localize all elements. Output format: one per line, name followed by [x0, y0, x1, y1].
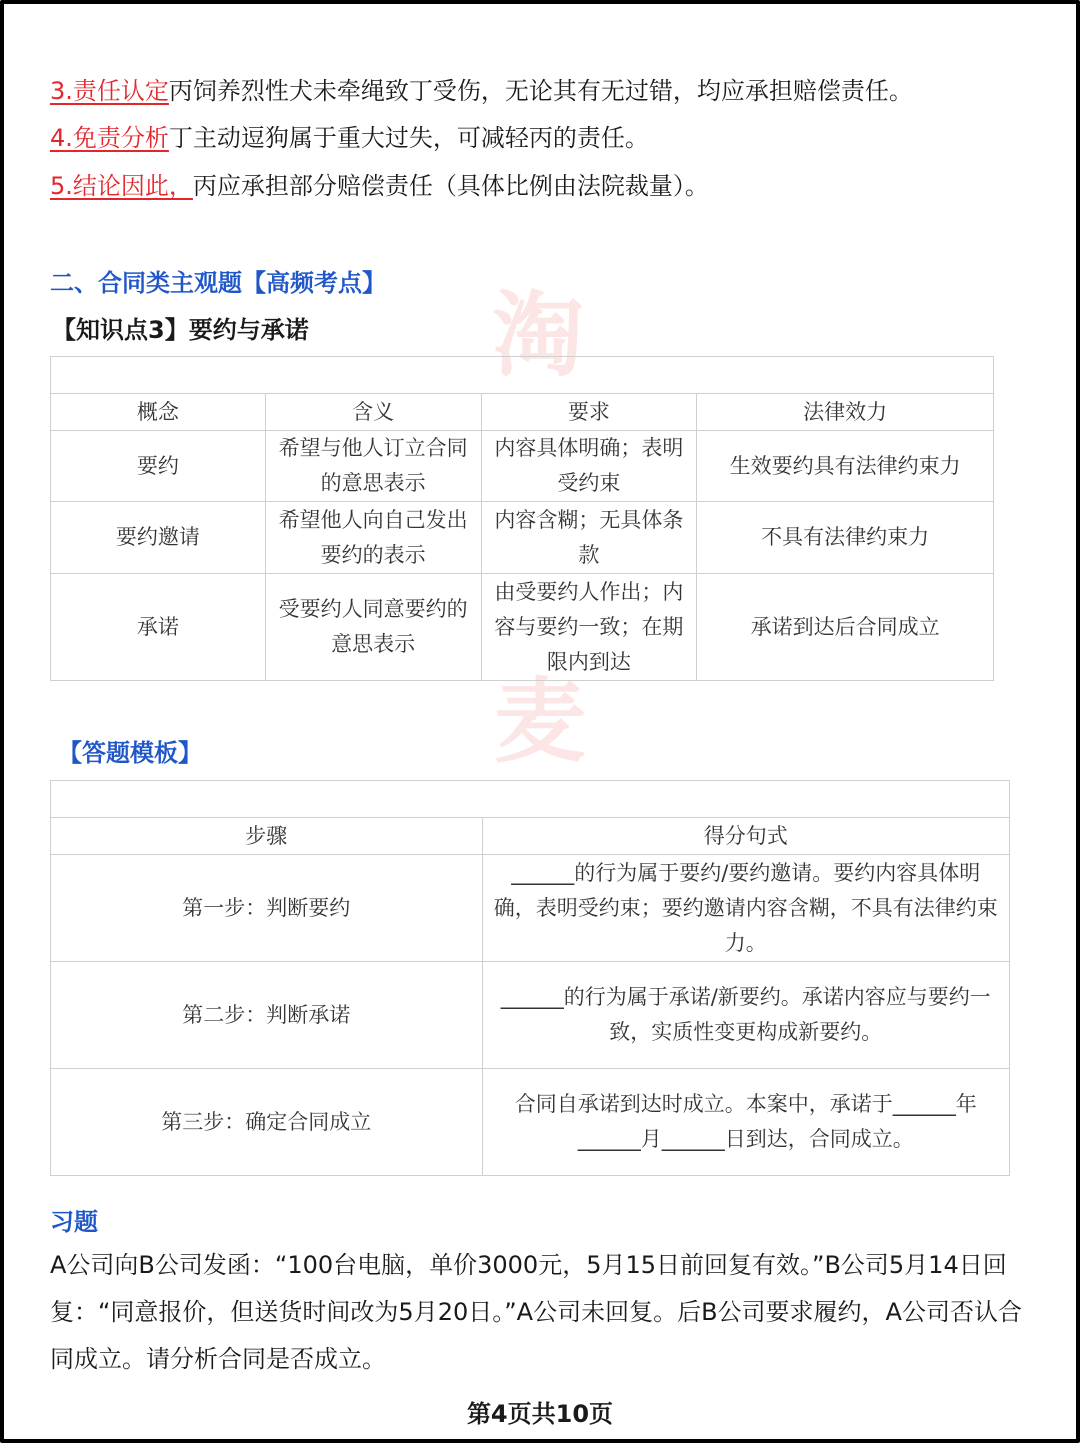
cell-step: 第三步：确定合同成立 [51, 1069, 483, 1176]
watermark-char-2: 麦 [494, 667, 587, 775]
cell-requirement: 由受要约人作出；内容与要约一致；在期限内到达 [481, 574, 697, 681]
cell-concept: 要约邀请 [51, 502, 266, 574]
table-row [51, 431, 994, 502]
cell-requirement: 内容具体明确；表明受约束 [481, 431, 697, 502]
point-3-text: 丙饲养烈性犬未牵绳致丁受伤，无论其有无过错，均应承担赔偿责任。 [168, 77, 913, 105]
header-concept: 概念 [51, 394, 266, 431]
cell-step: 第二步：判断承诺 [51, 962, 483, 1069]
table-row [51, 1069, 1010, 1176]
cell-requirement: 内容含糊；无具体条款 [481, 502, 697, 574]
point-4-label: 4.免责分析 [50, 124, 169, 152]
watermark-char-1: 淘 [492, 281, 585, 389]
table-row [51, 502, 994, 574]
header-requirement: 要求 [481, 394, 697, 431]
point-3 [50, 74, 913, 108]
page-number: 第4页共10页 [466, 1400, 614, 1428]
cell-scoring-sentence: ______的行为属于承诺/新要约。承诺内容应与要约一致，实质性变更构成新要约。 [482, 962, 1009, 1069]
cell-legal-effect: 承诺到达后合同成立 [697, 574, 994, 681]
exercise-text: A公司向B公司发函：“100台电脑，单价3000元，5月15日前回复有效。”B公司5月14日回复：“同意报价，但送货时间改为5月20日。”A公司未回复。后B公司要求履约，A公司否认合同成立。请分析合同是否成立。 [50, 1251, 1022, 1373]
header-legal-effect: 法律效力 [697, 394, 994, 431]
table-row [51, 574, 994, 681]
cell-legal-effect: 生效要约具有法律约束力 [697, 431, 994, 502]
table-header-row [51, 394, 994, 431]
cell-legal-effect: 不具有法律约束力 [697, 502, 994, 574]
cell-meaning: 希望他人向自己发出要约的表示 [265, 502, 481, 574]
offer-acceptance-table [50, 356, 994, 681]
header-step: 步骤 [51, 818, 483, 855]
cell-scoring-sentence: 合同自承诺到达时成立。本案中，承诺于______年______月______日到达，合同成立。 [482, 1069, 1009, 1176]
cell-concept: 承诺 [51, 574, 266, 681]
table-row [51, 855, 1010, 962]
exercise-title: 习题 [50, 1208, 98, 1236]
cell-meaning: 希望与他人订立合同的意思表示 [265, 431, 481, 502]
point-5-label: 5.结论因此， [50, 172, 193, 200]
knowledge-title: 【知识点3】要约与承诺 [52, 316, 309, 344]
point-5-text: 丙应承担部分赔偿责任（具体比例由法院裁量）。 [192, 172, 709, 200]
point-4 [50, 121, 649, 155]
header-meaning: 含义 [265, 394, 481, 431]
point-5 [50, 169, 709, 203]
cell-meaning: 受要约人同意要约的意思表示 [265, 574, 481, 681]
header-scoring-sentence: 得分句式 [482, 818, 1009, 855]
point-3-label: 3.责任认定 [50, 77, 169, 105]
template-title: 【答题模板】 [58, 739, 202, 767]
table-row [51, 962, 1010, 1069]
table-header-row [51, 818, 1010, 855]
section-title: 二、合同类主观题【高频考点】 [50, 269, 386, 297]
cell-step: 第一步：判断要约 [51, 855, 483, 962]
answer-template-table [50, 780, 1010, 1176]
table-empty-row [51, 357, 994, 394]
point-4-text: 丁主动逗狗属于重大过失，可减轻丙的责任。 [168, 124, 649, 152]
cell-concept: 要约 [51, 431, 266, 502]
table-empty-row [51, 781, 1010, 818]
cell-scoring-sentence: ______的行为属于要约/要约邀请。要约内容具体明确，表明受约束；要约邀请内容含糊，不具有法律约束力。 [482, 855, 1009, 962]
